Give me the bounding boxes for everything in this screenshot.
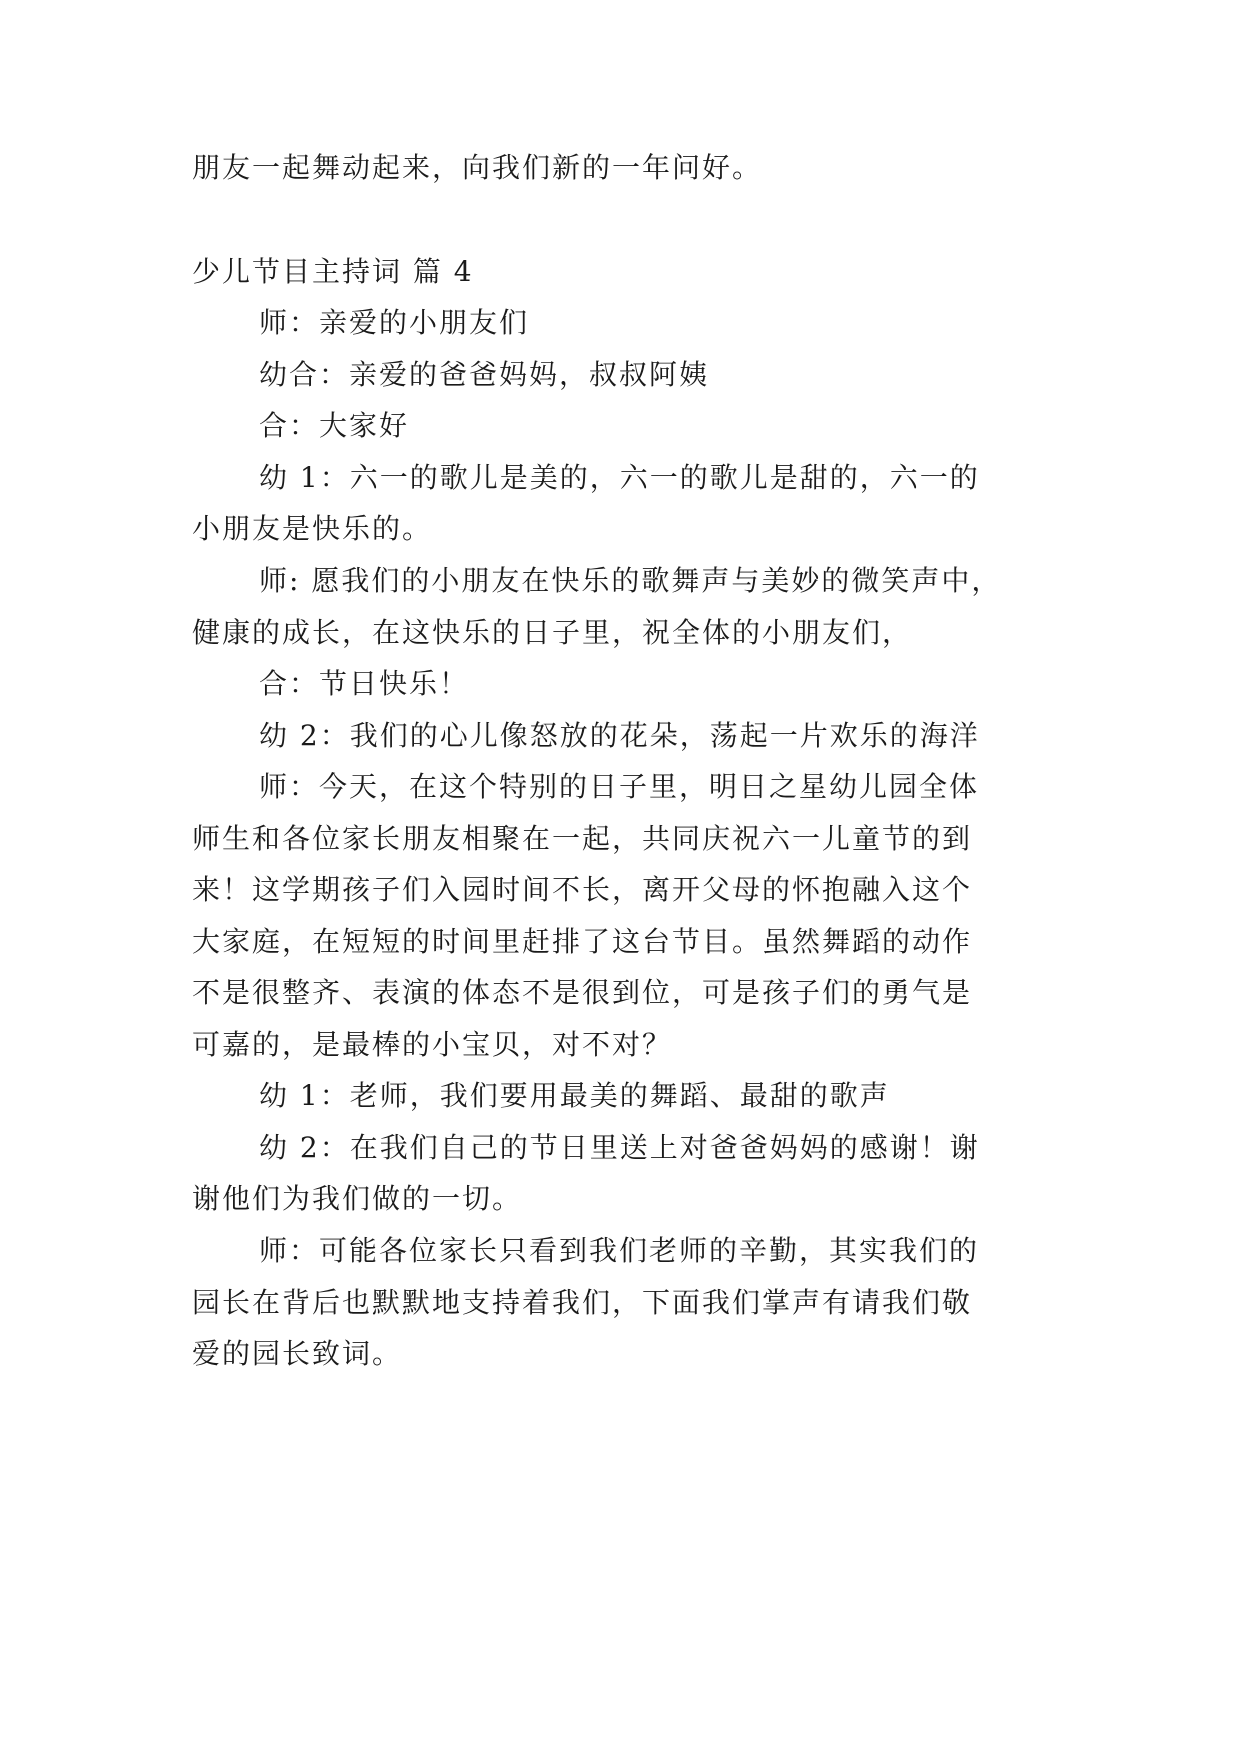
paragraph-line: 合：节日快乐！ (259, 667, 470, 700)
paragraph-line: 不是很整齐、表演的体态不是很到位，可是孩子们的勇气是 (192, 976, 973, 1009)
paragraph-line: 师：亲爱的小朋友们 (259, 306, 530, 339)
paragraph-line: 幼合：亲爱的爸爸妈妈，叔叔阿姨 (259, 358, 710, 391)
paragraph-line: 师: 愿我们的小朋友在快乐的歌舞声与美妙的微笑声中， (259, 564, 1002, 597)
paragraph-line: 谢他们为我们做的一切。 (192, 1182, 523, 1215)
paragraph-line: 幼 1：老师，我们要用最美的舞蹈、最甜的歌声 (259, 1079, 890, 1112)
paragraph-line: 爱的园长致词。 (192, 1337, 403, 1370)
paragraph-line: 可嘉的，是最棒的小宝贝，对不对？ (192, 1028, 673, 1061)
paragraph-line: 师：可能各位家长只看到我们老师的辛勤，其实我们的 (259, 1234, 980, 1267)
paragraph-line: 合：大家好 (259, 409, 410, 442)
section-heading: 少儿节目主持词 篇 4 (192, 255, 474, 288)
paragraph-line: 来！这学期孩子们入园时间不长，离开父母的怀抱融入这个 (192, 873, 973, 906)
paragraph-line: 园长在背后也默默地支持着我们，下面我们掌声有请我们敬 (192, 1286, 973, 1319)
paragraph-line: 小朋友是快乐的。 (192, 512, 433, 545)
paragraph-line: 幼 2：我们的心儿像怒放的花朵，荡起一片欢乐的海洋 (259, 719, 980, 752)
paragraph-line: 幼 2：在我们自己的节日里送上对爸爸妈妈的感谢！谢 (259, 1131, 980, 1164)
paragraph-line: 大家庭，在短短的时间里赶排了这台节目。虽然舞蹈的动作 (192, 925, 973, 958)
paragraph-line: 师：今天，在这个特别的日子里，明日之星幼儿园全体 (259, 770, 980, 803)
paragraph-line: 健康的成长，在这快乐的日子里，祝全体的小朋友们， (192, 616, 913, 649)
paragraph-line: 师生和各位家长朋友相聚在一起，共同庆祝六一儿童节的到 (192, 822, 973, 855)
paragraph-line: 幼 1：六一的歌儿是美的，六一的歌儿是甜的，六一的 (259, 461, 980, 494)
paragraph-line: 朋友一起舞动起来，向我们新的一年问好。 (192, 151, 763, 184)
